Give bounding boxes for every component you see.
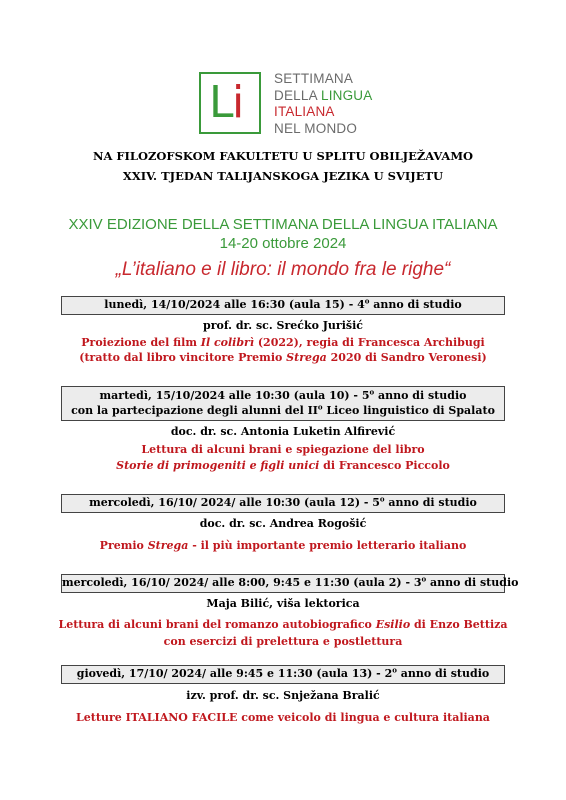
event-2-description-2: Storie di primogeniti e figli unici di Francesco Piccolo xyxy=(116,459,450,472)
event-3-description-1: Premio Strega - il più importante premio letterario italiano xyxy=(99,539,467,552)
event-4-schedule-box xyxy=(61,574,519,593)
event-5-speaker: izv. prof. dr. sc. Snježana Bralić xyxy=(186,689,380,702)
logo-mark xyxy=(199,72,261,134)
event-1-schedule-box xyxy=(61,296,505,315)
edition-dates: 14-20 ottobre 2024 xyxy=(219,235,347,252)
logo-letter-i: i xyxy=(232,77,245,128)
edition-title: XXIV EDIZIONE DELLA SETTIMANA DELLA LINGUA ITALIANA xyxy=(68,216,498,233)
event-2-description-1: Lettura di alcuni brani e spiegazione del libro xyxy=(141,443,425,456)
logo-line-2: DELLA LINGUA xyxy=(274,87,373,103)
event-2-schedule: martedì, 15/10/2024 alle 10:30 (aula 10) - 5$^o$ anno di studio xyxy=(99,387,467,402)
header-line-2: XXIV. TJEDAN TALIJANSKOGA JEZIKA U SVIJETU xyxy=(122,169,444,183)
edition-motto: „L’italiano e il libro: il mondo fra le righe“ xyxy=(115,259,451,280)
logo-line-4: NEL MONDO xyxy=(274,120,358,136)
event-2-schedule-box xyxy=(61,386,505,421)
event-4-schedule: mercoledì, 16/10/ 2024/ alle 8:00, 9:45 e 11:30 (aula 2) - 3$^o$ anno di studio xyxy=(62,574,519,589)
event-3-speaker: doc. dr. sc. Andrea Rogošić xyxy=(199,517,367,530)
event-4-speaker: Maja Bilić, viša lektorica xyxy=(206,597,360,610)
event-1-description-2: (tratto dal libro vincitore Premio Strega 2020 di Sandro Veronesi) xyxy=(79,351,487,364)
event-2-speaker: doc. dr. sc. Antonia Luketin Alfirević xyxy=(170,425,396,438)
event-3-schedule: mercoledì, 16/10/ 2024/ alle 10:30 (aula 12) - 5$^o$ anno di studio xyxy=(89,494,477,509)
event-1-schedule: lunedì, 14/10/2024 alle 16:30 (aula 15) - 4$^o$ anno di studio xyxy=(104,296,462,311)
logo-wordmark xyxy=(274,71,372,137)
event-logo xyxy=(199,72,519,142)
logo-line-3: ITALIANA xyxy=(274,104,335,119)
event-1-speaker: prof. dr. sc. Srećko Jurišić xyxy=(203,319,363,332)
event-4-description-2: con esercizi di prelettura e postlettura xyxy=(163,635,403,648)
event-2-participation: con la partecipazione degli alunni del $II^o$ Liceo linguistico di Spalato xyxy=(71,402,495,417)
event-5-schedule-box xyxy=(61,665,505,684)
event-4-description-1: Lettura di alcuni brani del romanzo autobiografico Esilio di Enzo Bettiza xyxy=(58,618,508,631)
header-line-1: NA FILOZOFSKOM FAKULTETU U SPLITU OBILJEŽAVAMO xyxy=(92,149,474,163)
logo-letter-l: L xyxy=(209,77,234,128)
event-5-schedule: giovedì, 17/10/ 2024/ alle 9:45 e 11:30 (aula 13) - 2$^o$ anno di studio xyxy=(76,665,490,680)
event-1-description-1: Proiezione del film Il colibrì (2022), regia di Francesca Archibugi xyxy=(81,336,485,349)
logo-line-1: SETTIMANA xyxy=(274,71,354,86)
event-5-description-1: Letture ITALIANO FACILE come veicolo di lingua e cultura italiana xyxy=(76,711,490,724)
event-3-schedule-box xyxy=(61,494,505,513)
